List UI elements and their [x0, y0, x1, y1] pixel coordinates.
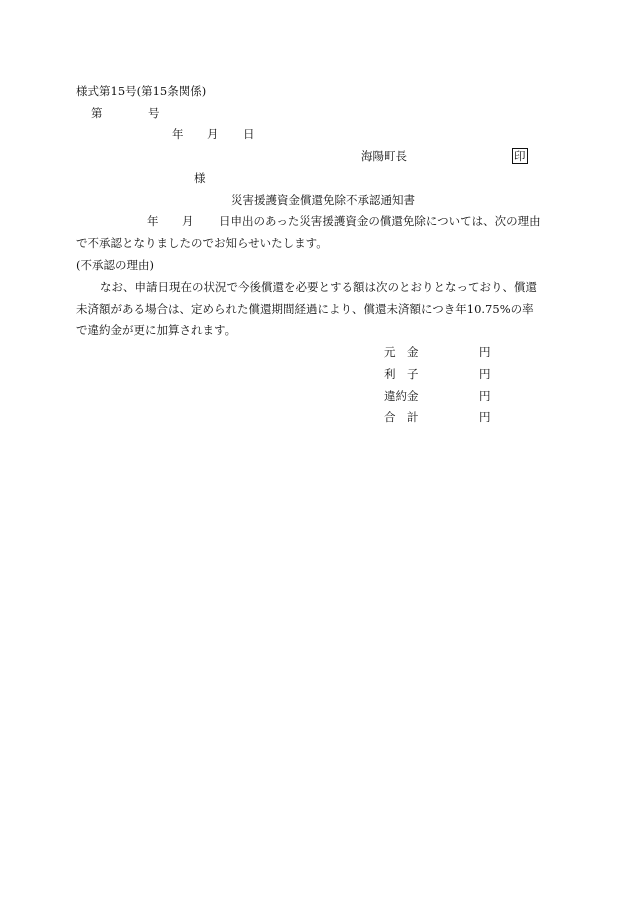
issuer-name: 海陽町長 — [361, 149, 407, 163]
seal-mark — [512, 148, 528, 164]
amount-unit-total: 円 — [479, 410, 491, 424]
amount-label-penalty: 違約金 — [384, 389, 419, 403]
body-line-2: で不承認となりましたのでお知らせいたします。 — [76, 236, 328, 250]
document-title: 災害援護資金償還免除不承認通知書 — [231, 193, 415, 207]
amount-unit-interest: 円 — [479, 367, 491, 381]
form-number: 様式第15号(第15条関係) — [76, 84, 207, 98]
date-year: 年 — [172, 127, 184, 141]
body-line-1: 日申出のあった災害援護資金の償還免除については、次の理由 — [219, 214, 541, 228]
document-number-prefix: 第 — [91, 106, 103, 120]
reason-line-2: 未済額がある場合は、定められた償還期間経過により、償還未済額につき年10.75%の率 — [76, 302, 534, 316]
body-month: 月 — [182, 214, 194, 228]
reason-line-1: なお、申請日現在の状況で今後償還を必要とする額は次のとおりとなっており、償還 — [100, 280, 537, 294]
reason-heading: (不承認の理由) — [76, 258, 154, 272]
body-year: 年 — [147, 214, 159, 228]
addressee-suffix: 様 — [194, 171, 206, 185]
date-month: 月 — [207, 127, 219, 141]
amount-label-interest: 利 子 — [384, 367, 419, 381]
amount-unit-penalty: 円 — [479, 389, 491, 403]
date-day: 日 — [243, 127, 255, 141]
reason-line-3: で違約金が更に加算されます。 — [76, 323, 237, 337]
seal-stamp: 印 — [514, 149, 526, 163]
amount-label-total: 合 計 — [384, 410, 419, 424]
amount-label-principal: 元 金 — [384, 345, 419, 359]
amount-unit-principal: 円 — [479, 345, 491, 359]
document-number-suffix: 号 — [148, 106, 160, 120]
